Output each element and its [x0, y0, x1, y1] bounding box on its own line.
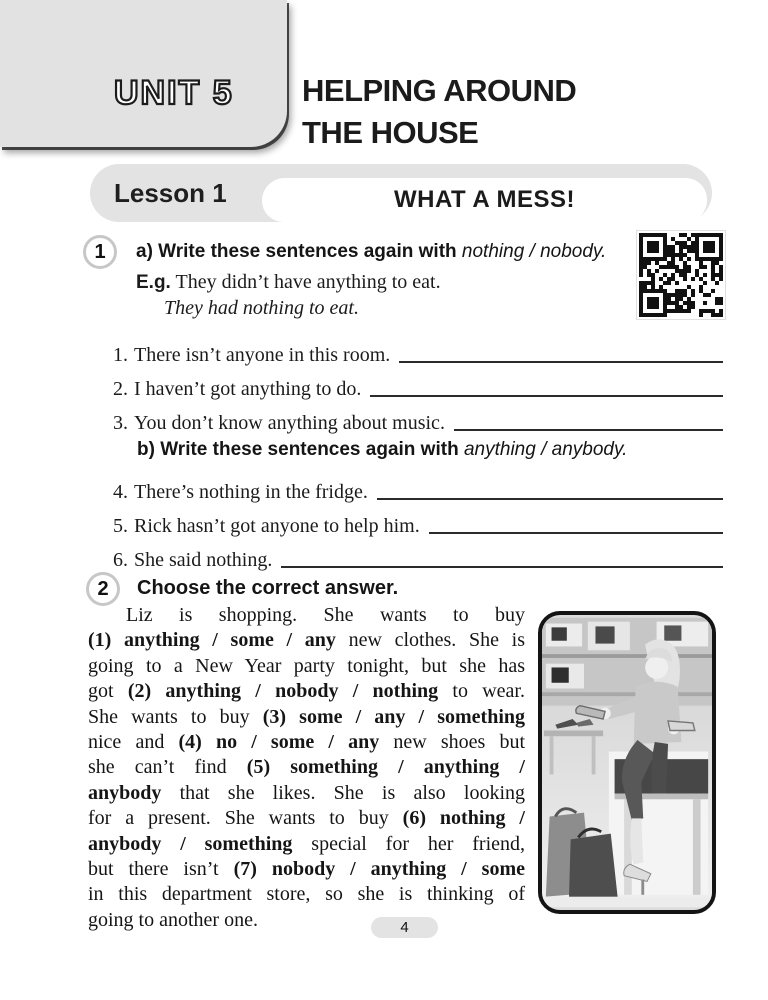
paragraph-line: going to a New Year party tonight, but she has	[88, 654, 525, 677]
paragraph-line: (1) anything / some / any new clothes. She is	[88, 629, 525, 652]
lesson-title: WHAT A MESS!	[393, 186, 576, 213]
page-number: 4	[400, 919, 409, 936]
fill-item-row	[113, 538, 723, 572]
lesson-title-pill	[262, 178, 707, 222]
exercise-1-number-badge	[83, 235, 117, 269]
unit-label: UNIT 5	[114, 74, 234, 112]
fill-item-row	[113, 401, 723, 435]
page-number-badge	[371, 917, 438, 938]
paragraph-line: but there isn’t (7) nobody / anything / some	[88, 857, 525, 880]
lesson-bar	[90, 164, 712, 222]
exercise-2-number: 2	[97, 577, 109, 600]
paragraph-line: anybody / something special for her friend,	[88, 832, 526, 855]
fill-item-row	[113, 470, 723, 504]
exercise-1b-items	[113, 470, 723, 572]
exercise-1b-heading-italic: anything / anybody.	[463, 439, 628, 460]
exercise-2-heading: Choose the correct answer.	[137, 577, 399, 599]
item-number: 6.	[113, 549, 128, 571]
example-line	[136, 271, 441, 294]
item-sentence: She said nothing.	[134, 549, 273, 571]
exercise-1a-heading-bold: a) Write these sentences again with	[136, 241, 457, 262]
page-title-line1: HELPING AROUND	[302, 73, 577, 108]
exercise-1b-heading-bold: b) Write these sentences again with	[137, 439, 459, 460]
answer-line	[429, 532, 723, 534]
paragraph-line: Liz is shopping. She wants to buy	[126, 604, 525, 626]
exercise-1a-items	[113, 333, 723, 435]
answer-line	[377, 498, 723, 500]
exercise-1a-heading	[136, 241, 606, 263]
item-number: 3.	[113, 412, 128, 434]
paragraph-line: in this department store, so she is thinking of	[88, 883, 525, 906]
fill-item-row	[113, 333, 723, 367]
item-sentence: I haven’t got anything to do.	[134, 378, 362, 400]
store-photo	[538, 611, 716, 914]
item-sentence: Rick hasn’t got anyone to help him.	[134, 515, 420, 537]
item-number: 5.	[113, 515, 128, 537]
answer-line	[370, 395, 723, 397]
example-sentence: They didn’t have anything to eat.	[175, 271, 441, 293]
item-sentence: There isn’t anyone in this room.	[134, 344, 391, 366]
example-label: E.g.	[136, 272, 171, 293]
page-title	[302, 70, 576, 154]
qr-code	[636, 230, 726, 320]
item-number: 4.	[113, 481, 128, 503]
answer-line	[281, 566, 723, 568]
paragraph-line: going to another one.	[88, 908, 258, 931]
answer-line	[399, 361, 723, 363]
page-title-line2: THE HOUSE	[302, 115, 479, 150]
unit-banner	[0, 0, 287, 147]
paragraph-line: for a present. She wants to buy (6) nothing /	[88, 807, 525, 830]
fill-item-row	[113, 367, 723, 401]
exercise-2-paragraph	[88, 603, 525, 933]
example-answer: They had nothing to eat.	[164, 297, 359, 319]
item-sentence: There’s nothing in the fridge.	[134, 481, 368, 503]
answer-line	[454, 429, 723, 431]
paragraph-line: nice and (4) no / some / any new shoes but	[88, 730, 525, 753]
fill-item-row	[113, 504, 723, 538]
lesson-label: Lesson 1	[114, 178, 227, 208]
item-sentence: You don’t know anything about music.	[134, 412, 445, 434]
exercise-1-number: 1	[94, 240, 106, 263]
exercise-1a-heading-italic: nothing / nobody.	[461, 241, 607, 262]
paragraph-line: anybody that she likes. She is also looking	[88, 781, 525, 804]
qr-code-icon	[639, 233, 723, 317]
item-number: 2.	[113, 378, 128, 400]
exercise-1b-heading	[137, 439, 627, 461]
paragraph-line: she can’t find (5) something / anything /	[88, 756, 525, 779]
woman-shopping-illustration	[542, 615, 712, 910]
item-number: 1.	[113, 344, 128, 366]
paragraph-line: got (2) anything / nobody / nothing to wear.	[88, 680, 525, 703]
paragraph-line: She wants to buy (3) some / any / something	[88, 705, 525, 728]
exercise-2-number-badge	[86, 572, 120, 606]
